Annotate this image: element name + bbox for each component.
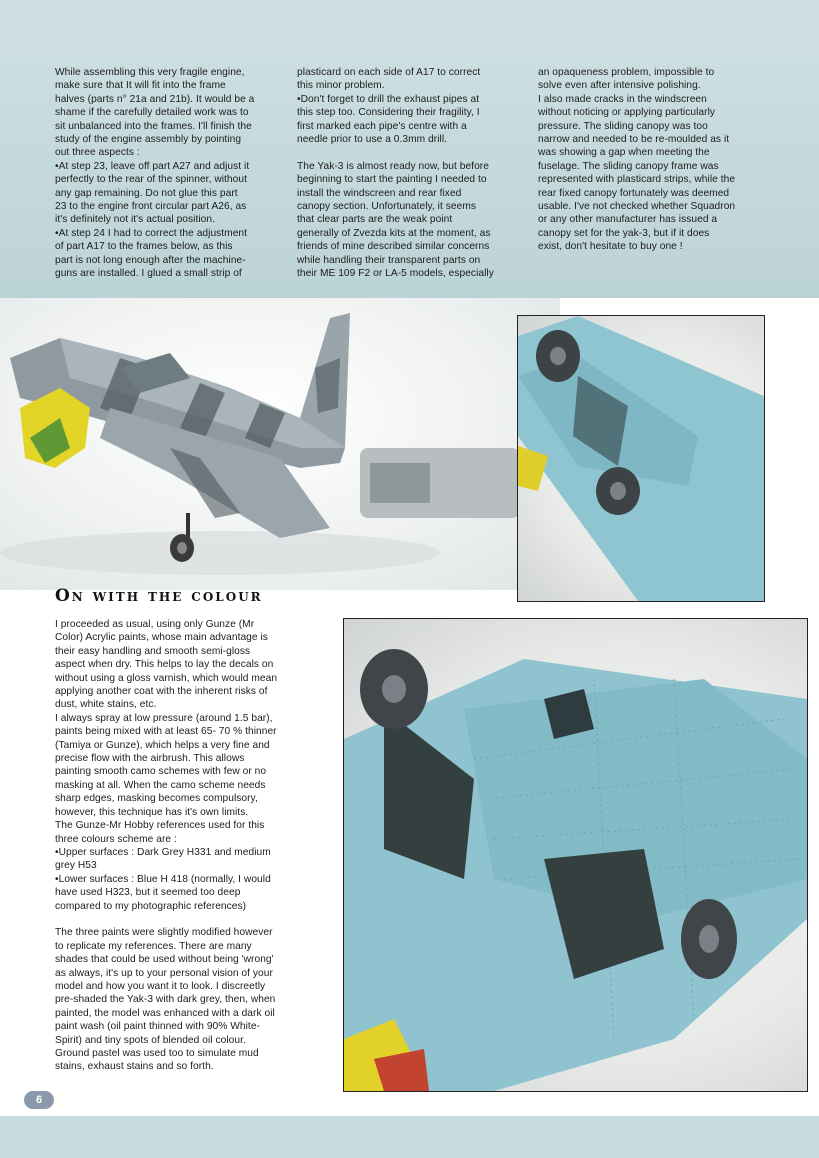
underside-illustration-large	[344, 619, 807, 1091]
aircraft-topside-photo	[0, 298, 560, 590]
page-number-badge: 6	[24, 1091, 54, 1109]
underside-detail-photo-large	[343, 618, 808, 1092]
underside-illustration-small	[518, 316, 764, 601]
aircraft-illustration	[0, 298, 560, 590]
section-heading: On with the colour	[55, 586, 263, 606]
bottom-background-band	[0, 1116, 819, 1158]
body-text-column: I proceeded as usual, using only Gunze (Mr Color) Acrylic paints, whose main advantage is their easy handling and smooth semi-gloss aspect when dry. This helps to lay the decals on without using a gloss varnish, which would mean applying another coat with the inherent risks of dust, white stains, etc. I always spray at low pressure (around 1.5 bar), paints being mixed with at least 65- 70 % thinner (Tamiya or Gunze), which helps a very fine and precise flow with the airbrush. This allows painting smooth camo schemes with few or no masking at all. When the camo scheme needs sharp edges, masking becomes compulsory, however, this technique has it's own limits. The Gunze-Mr Hobby references used for this three colours scheme are : •Upper surfaces : Dark Grey H331 and medium grey H53 •Lower surfaces : Blue H 418 (normally, I would have used H323, but it seemed too deep compared to my photographic references) The three paints were slightly modified however to replicate my references. There are many shades that could be used without being 'wrong' as always, it's up to your personal vision of your model and how you want it to look. I discreetly pre-shaded the Yak-3 with dark grey, then, when painted, the model was enhanced with a dark oil paint wash (oil paint thinned with 90% White- Spirit) and tiny spots of blended oil colour. Ground pastel was used too to simulate mud stains, exhaust stains and so forth.	[55, 619, 278, 1073]
underside-detail-photo-top	[517, 315, 765, 602]
text-column-2: plasticard on each side of A17 to correct this minor problem. •Don't forget to drill the exhaust pipes at this step too. Considering their fragility, I first marked each pipe's centre with a needle prior to use a 0.3mm drill. The Yak-3 is almost ready now, but before beginning to start the painting I needed to install the windscreen and rear fixed canopy section. Unfortunately, it seems that clear parts are the weak point generally of Zvezda kits at the moment, as friends of mine described similar concerns while handling their transparent parts on their ME 109 F2 or LA-5 models, especially	[297, 67, 494, 280]
text-column-1: While assembling this very fragile engine, make sure that It will fit into the frame halves (parts n° 21a and 21b). It would be a shame if the carefully detailed work was to sit unbalanced into the frames. I'll finish the study of the engine assembly by pointing out three aspects : •At step 23, leave off part A27 and adjust it perfectly to the rear of the spinner, without any gap remaining. Do not glue this part 23 to the engine front circular part A26, as it's definitely not it's actual position. •At step 24 I had to correct the adjustment of part A17 to the frames below, as this part is not long enough after the machine- guns are installed. I glued a small strip of	[55, 67, 255, 280]
text-column-3: an opaqueness problem, impossible to solve even after intensive polishing. I also made cracks in the windscreen without noticing or applying particularly pressure. The sliding canopy was too narrow and needed to be re-moulded as it was showing a gap when meeting the fuselage. The sliding canopy frame was represented with plasticard strips, while the rear fixed canopy fortunately was deemed usable. I've not checked whether Squadron or any other manufacturer has issued a canopy set for the yak-3, but if it does exist, don't hesitate to buy one !	[538, 67, 736, 253]
